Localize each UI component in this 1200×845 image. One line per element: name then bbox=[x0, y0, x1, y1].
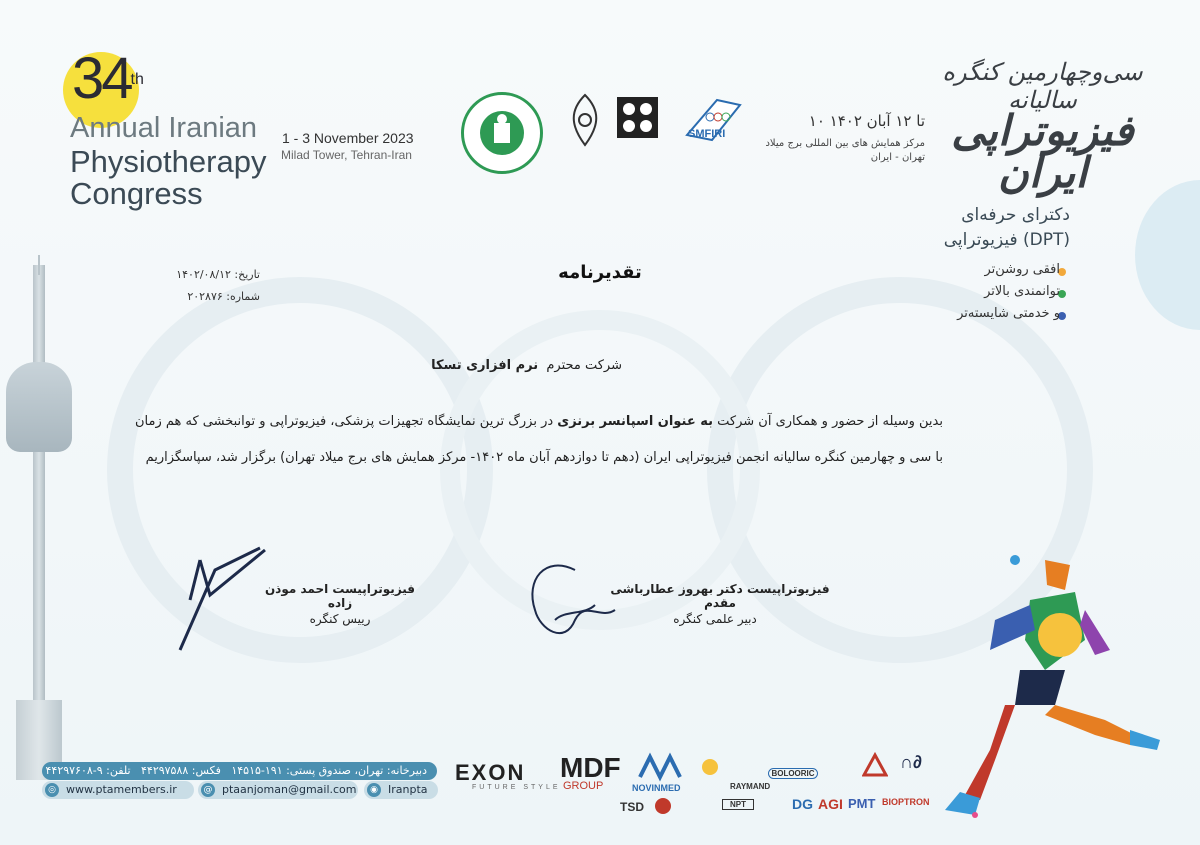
dpt-line1: دکترای حرفه‌ای bbox=[961, 205, 1070, 225]
date-fa: ۱۰ تا ۱۲ آبان ۱۴۰۲ bbox=[808, 112, 925, 130]
tower-shaft bbox=[33, 265, 45, 755]
signature-name-secretary: فیزیوتراپیست دکتر بهروز عطارباشی مقدم bbox=[610, 582, 830, 610]
document-title: تقدیرنامه bbox=[558, 262, 642, 283]
university-logo-icon bbox=[615, 95, 660, 140]
sponsor-novinmed: NOVINMED bbox=[632, 783, 681, 793]
sponsor-mdf: MDF bbox=[560, 752, 621, 783]
agi-logo-icon: AGI bbox=[818, 796, 843, 812]
document-date: تاریخ: ۱۴۰۲/۰۸/۱۲ bbox=[176, 268, 260, 281]
signature-role-president: رییس کنگره bbox=[309, 612, 371, 626]
slogan-2: توانمندی بالاتر bbox=[984, 284, 1060, 299]
signature-name-president: فیزیوتراپیست احمد موذن زاده bbox=[264, 582, 416, 610]
venue-fa: مرکز همایش های بین المللی برج میلاد bbox=[765, 138, 925, 149]
title-fa-line2: فیزیوتراپی ایران bbox=[951, 106, 1134, 197]
footer-website-text: www.ptamembers.ir bbox=[66, 783, 177, 796]
sponsor-tsd: TSD bbox=[620, 800, 644, 814]
addressee-name: نرم افزاری تسکا bbox=[431, 358, 539, 373]
association-emblem-icon bbox=[464, 95, 540, 171]
sfi-logo-text: SMFIRI bbox=[688, 128, 726, 140]
footer-social-text: Iranpta bbox=[388, 783, 428, 796]
paragraph-bold: به عنوان اسپانسر برنزی bbox=[557, 414, 713, 429]
sun-logo-icon bbox=[695, 752, 725, 782]
slogan-1: افقی روشن‌تر bbox=[984, 262, 1060, 277]
city-fa: تهران - ایران bbox=[870, 152, 925, 163]
congress-label: Congress bbox=[70, 176, 203, 211]
tower-antenna bbox=[38, 255, 40, 275]
paragraph-part2: در بزرگ ترین نمایشگاه تجهیزات پزشکی، فیزیوتراپی و توانبخشی که هم زمان با سی و چهارمین کنگره سالیانه انجمن فیزیوتراپی ایران (دهم تا دوازدهم آبان ماه ۱۴۰۲- مرکز همایش های برج میلاد تهران) برگزار شد، سپاسگزاریم bbox=[135, 414, 943, 465]
paragraph-part1: بدین وسیله از حضور و همکاری آن شرکت bbox=[713, 414, 943, 429]
date-en: 1 - 3 November 2023 bbox=[282, 130, 414, 146]
slogan-3: و خدمتی شایسته‌تر bbox=[957, 306, 1060, 321]
signature-role-secretary: دبیر علمی کنگره bbox=[673, 612, 757, 626]
email-icon: @ bbox=[201, 783, 215, 797]
addressee-prefix: شرکت محترم bbox=[546, 358, 622, 373]
place-en: Milad Tower, Tehran-Iran bbox=[281, 148, 412, 162]
dg-logo-icon: DG bbox=[792, 796, 813, 812]
congress-suffix: th bbox=[130, 71, 144, 88]
footer-email-text: ptaanjoman@gmail.com bbox=[222, 783, 357, 796]
footer-address-bar bbox=[42, 762, 437, 780]
sponsor-raymand: RAYMAND bbox=[730, 782, 771, 791]
sponsor-boloric: BOLOORIC bbox=[768, 768, 818, 779]
globe-icon: ◎ bbox=[45, 783, 59, 797]
dpt-line2: فیزیوتراپی (DPT) bbox=[943, 230, 1070, 250]
runner-illustration-icon bbox=[935, 530, 1175, 830]
sponsor-bioptron: BIOPTRON bbox=[882, 797, 930, 807]
sponsor-npt: NPT bbox=[722, 799, 754, 810]
pmt-logo-icon: PMT bbox=[848, 796, 876, 811]
addressee bbox=[420, 358, 622, 373]
annual-label: Annual Iranian bbox=[70, 112, 258, 144]
footer-social[interactable] bbox=[364, 781, 438, 799]
physio-label: Physiotherapy bbox=[70, 144, 267, 179]
nf-logo-icon: ∩∂ bbox=[900, 752, 922, 772]
triangle-logo-icon bbox=[862, 752, 888, 778]
sponsor-mdf-sub: GROUP bbox=[563, 780, 604, 792]
footer-fax: فکس: ۴۴۲۹۷۵۸۸ bbox=[141, 764, 221, 777]
instagram-icon: ◉ bbox=[367, 783, 381, 797]
association-logo bbox=[461, 92, 543, 174]
sponsor-exon: EXON bbox=[455, 760, 526, 785]
sponsor-exon-sub: FUTURE STYLE bbox=[472, 784, 561, 791]
certificate-paragraph bbox=[135, 404, 943, 476]
footer-website[interactable] bbox=[42, 781, 194, 799]
micro-tech-logo-icon bbox=[655, 798, 671, 814]
footer-phone: تلفن: ۹-۴۴۲۹۷۶۰۸ bbox=[45, 764, 131, 777]
footer-email[interactable] bbox=[198, 781, 358, 799]
footer-address: دبیرخانه: تهران، صندوق پستی: ۱۹۱-۱۴۵۱۵ bbox=[231, 764, 427, 777]
tower-pod bbox=[6, 362, 72, 452]
novinmed-logo-icon bbox=[635, 752, 685, 782]
congress-number: 34th bbox=[72, 46, 144, 111]
document-number: شماره: ۲۰۲۸۷۶ bbox=[187, 290, 260, 303]
ministry-logo-icon bbox=[560, 90, 610, 160]
title-fa-line1: سی‌وچهارمین کنگره سالیانه bbox=[942, 58, 1143, 114]
